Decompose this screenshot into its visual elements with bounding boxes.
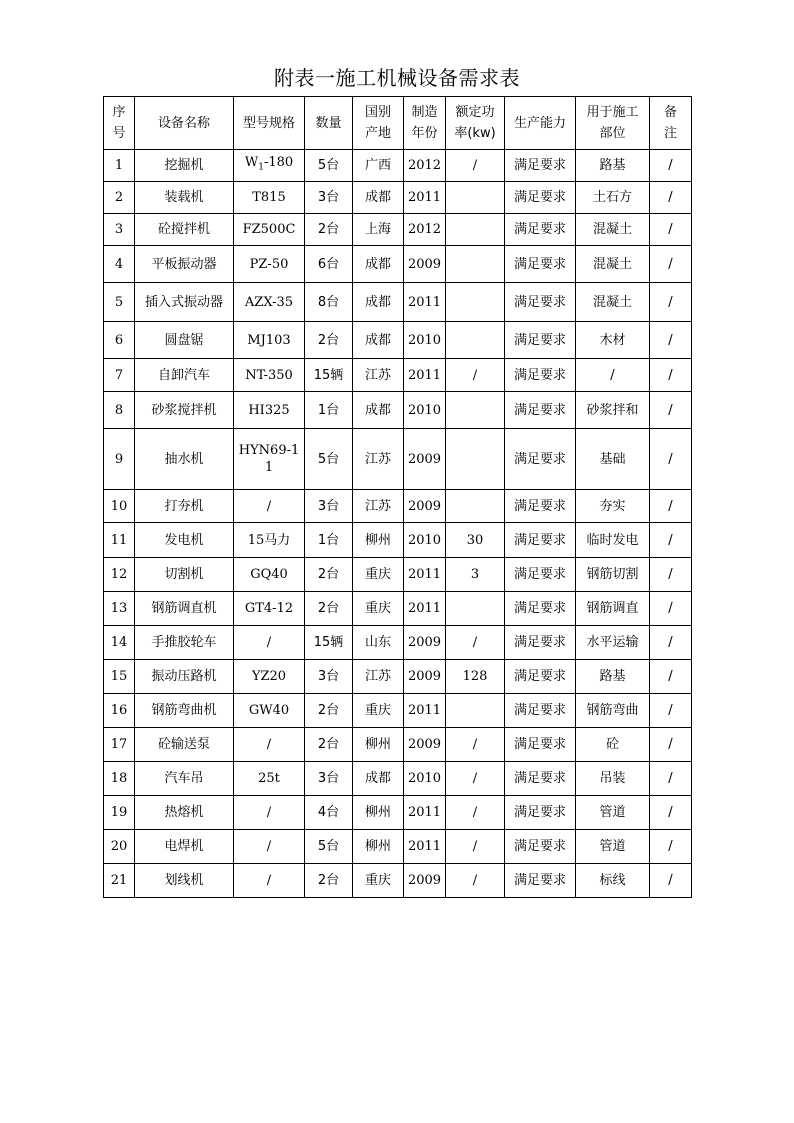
document-title: 附表一施工机械设备需求表: [274, 66, 520, 90]
table-header-row: [104, 97, 692, 150]
cell-capacity: 满足要求: [505, 762, 576, 796]
cell-remarks: /: [650, 392, 692, 429]
table-row: [104, 392, 692, 429]
cell-remarks: /: [650, 728, 692, 762]
cell-power: /: [446, 359, 505, 392]
cell-remarks: /: [650, 214, 692, 246]
cell-usage: 钢筋弯曲: [576, 694, 650, 728]
cell-equipment-name: 挖掘机: [135, 150, 234, 182]
cell-index: 20: [104, 830, 135, 864]
cell-quantity: 8台: [305, 283, 353, 322]
cell-model: MJ103: [234, 322, 305, 359]
cell-model: /: [234, 626, 305, 660]
table-row: [104, 762, 692, 796]
cell-quantity: 2台: [305, 592, 353, 626]
cell-model: T815: [234, 182, 305, 214]
cell-year: 2010: [404, 762, 446, 796]
cell-origin: 成都: [353, 246, 404, 283]
header-capacity: 生产能力: [505, 97, 576, 150]
cell-remarks: /: [650, 558, 692, 592]
cell-year: 2009: [404, 728, 446, 762]
cell-model: HI325: [234, 392, 305, 429]
cell-year: 2010: [404, 523, 446, 558]
cell-remarks: /: [650, 592, 692, 626]
cell-power: /: [446, 830, 505, 864]
cell-remarks: /: [650, 246, 692, 283]
cell-equipment-name: 砼搅拌机: [135, 214, 234, 246]
cell-quantity: 6台: [305, 246, 353, 283]
cell-capacity: 满足要求: [505, 359, 576, 392]
cell-index: 3: [104, 214, 135, 246]
cell-usage: 管道: [576, 830, 650, 864]
cell-usage: 混凝土: [576, 246, 650, 283]
cell-remarks: /: [650, 762, 692, 796]
cell-remarks: /: [650, 796, 692, 830]
cell-capacity: 满足要求: [505, 429, 576, 490]
cell-model: $W_1-180$: [234, 150, 305, 182]
cell-remarks: /: [650, 490, 692, 523]
cell-usage: 土石方: [576, 182, 650, 214]
cell-remarks: /: [650, 322, 692, 359]
cell-origin: 柳州: [353, 796, 404, 830]
cell-quantity: 3台: [305, 490, 353, 523]
cell-usage: 临时发电: [576, 523, 650, 558]
cell-model: /: [234, 830, 305, 864]
cell-quantity: 3台: [305, 660, 353, 694]
cell-year: 2009: [404, 429, 446, 490]
cell-capacity: 满足要求: [505, 796, 576, 830]
cell-index: 1: [104, 150, 135, 182]
cell-origin: 江苏: [353, 429, 404, 490]
header-quantity: 数量: [305, 97, 353, 150]
cell-origin: 重庆: [353, 558, 404, 592]
header-usage: 用于施工 部位: [576, 97, 650, 150]
cell-equipment-name: 砼输送泵: [135, 728, 234, 762]
table-row: [104, 830, 692, 864]
cell-quantity: 2台: [305, 558, 353, 592]
header-origin: 国别 产地: [353, 97, 404, 150]
cell-year: 2011: [404, 283, 446, 322]
cell-origin: 重庆: [353, 694, 404, 728]
cell-equipment-name: 平板振动器: [135, 246, 234, 283]
cell-capacity: 满足要求: [505, 523, 576, 558]
cell-power: 3: [446, 558, 505, 592]
cell-power: /: [446, 150, 505, 182]
cell-model: /: [234, 490, 305, 523]
cell-capacity: 满足要求: [505, 182, 576, 214]
cell-quantity: 4台: [305, 796, 353, 830]
cell-usage: 砼: [576, 728, 650, 762]
table-row: [104, 322, 692, 359]
cell-quantity: 2台: [305, 214, 353, 246]
cell-origin: 成都: [353, 762, 404, 796]
cell-remarks: /: [650, 864, 692, 898]
cell-origin: 成都: [353, 392, 404, 429]
cell-remarks: /: [650, 283, 692, 322]
cell-capacity: 满足要求: [505, 694, 576, 728]
cell-power: /: [446, 864, 505, 898]
cell-power: [446, 322, 505, 359]
cell-year: 2011: [404, 182, 446, 214]
cell-model: HYN69-1 1: [234, 429, 305, 490]
header-remarks: 备 注: [650, 97, 692, 150]
cell-capacity: 满足要求: [505, 728, 576, 762]
cell-power: [446, 694, 505, 728]
table-row: [104, 523, 692, 558]
cell-index: 14: [104, 626, 135, 660]
equipment-table: [103, 96, 692, 898]
cell-remarks: /: [650, 150, 692, 182]
cell-power: 30: [446, 523, 505, 558]
table-row: [104, 660, 692, 694]
cell-remarks: /: [650, 626, 692, 660]
cell-origin: 柳州: [353, 523, 404, 558]
cell-capacity: 满足要求: [505, 214, 576, 246]
cell-usage: 标线: [576, 864, 650, 898]
cell-index: 4: [104, 246, 135, 283]
cell-year: 2011: [404, 796, 446, 830]
cell-remarks: /: [650, 694, 692, 728]
cell-remarks: /: [650, 429, 692, 490]
cell-equipment-name: 抽水机: [135, 429, 234, 490]
cell-index: 11: [104, 523, 135, 558]
cell-year: 2012: [404, 150, 446, 182]
cell-remarks: /: [650, 359, 692, 392]
cell-index: 8: [104, 392, 135, 429]
cell-usage: 混凝土: [576, 214, 650, 246]
cell-model: /: [234, 864, 305, 898]
cell-quantity: 15辆: [305, 359, 353, 392]
cell-usage: 木材: [576, 322, 650, 359]
cell-quantity: 2台: [305, 728, 353, 762]
cell-year: 2010: [404, 322, 446, 359]
cell-year: 2009: [404, 490, 446, 523]
cell-index: 2: [104, 182, 135, 214]
cell-origin: 柳州: [353, 830, 404, 864]
cell-equipment-name: 热熔机: [135, 796, 234, 830]
cell-remarks: /: [650, 830, 692, 864]
header-power: 额定功 率(kw): [446, 97, 505, 150]
table-row: [104, 214, 692, 246]
cell-year: 2009: [404, 626, 446, 660]
table-row: [104, 246, 692, 283]
cell-quantity: 1台: [305, 392, 353, 429]
cell-index: 7: [104, 359, 135, 392]
table-row: [104, 558, 692, 592]
cell-index: 6: [104, 322, 135, 359]
cell-index: 19: [104, 796, 135, 830]
table-row: [104, 182, 692, 214]
cell-year: 2009: [404, 246, 446, 283]
table-row: [104, 150, 692, 182]
cell-origin: 成都: [353, 182, 404, 214]
cell-capacity: 满足要求: [505, 864, 576, 898]
cell-year: 2009: [404, 864, 446, 898]
cell-usage: 混凝土: [576, 283, 650, 322]
cell-equipment-name: 切割机: [135, 558, 234, 592]
cell-index: 16: [104, 694, 135, 728]
cell-model: /: [234, 728, 305, 762]
header-model: 型号规格: [234, 97, 305, 150]
cell-power: [446, 182, 505, 214]
cell-origin: 重庆: [353, 864, 404, 898]
cell-power: [446, 214, 505, 246]
cell-power: [446, 246, 505, 283]
cell-power: [446, 490, 505, 523]
cell-index: 15: [104, 660, 135, 694]
cell-quantity: 3台: [305, 762, 353, 796]
cell-origin: 山东: [353, 626, 404, 660]
table-row: [104, 429, 692, 490]
cell-quantity: 1台: [305, 523, 353, 558]
cell-model: /: [234, 796, 305, 830]
cell-origin: 重庆: [353, 592, 404, 626]
cell-equipment-name: 钢筋调直机: [135, 592, 234, 626]
cell-year: 2011: [404, 694, 446, 728]
header-index: 序 号: [104, 97, 135, 150]
cell-model: 25t: [234, 762, 305, 796]
cell-origin: 成都: [353, 283, 404, 322]
cell-usage: 路基: [576, 150, 650, 182]
cell-model: FZ500C: [234, 214, 305, 246]
cell-capacity: 满足要求: [505, 592, 576, 626]
cell-usage: 吊装: [576, 762, 650, 796]
cell-index: 13: [104, 592, 135, 626]
cell-year: 2011: [404, 830, 446, 864]
cell-power: [446, 392, 505, 429]
cell-equipment-name: 发电机: [135, 523, 234, 558]
cell-model: AZX-35: [234, 283, 305, 322]
cell-origin: 上海: [353, 214, 404, 246]
cell-usage: 夯实: [576, 490, 650, 523]
cell-year: 2011: [404, 558, 446, 592]
cell-index: 18: [104, 762, 135, 796]
cell-power: [446, 429, 505, 490]
cell-origin: 江苏: [353, 660, 404, 694]
cell-quantity: 2台: [305, 864, 353, 898]
cell-model: PZ-50: [234, 246, 305, 283]
cell-index: 12: [104, 558, 135, 592]
cell-power: /: [446, 626, 505, 660]
cell-remarks: /: [650, 660, 692, 694]
cell-quantity: 5台: [305, 429, 353, 490]
header-year: 制造 年份: [404, 97, 446, 150]
cell-quantity: 5台: [305, 150, 353, 182]
cell-index: 5: [104, 283, 135, 322]
table-row: [104, 592, 692, 626]
cell-equipment-name: 打夯机: [135, 490, 234, 523]
cell-capacity: 满足要求: [505, 283, 576, 322]
cell-equipment-name: 自卸汽车: [135, 359, 234, 392]
cell-equipment-name: 划线机: [135, 864, 234, 898]
cell-origin: 成都: [353, 322, 404, 359]
cell-equipment-name: 钢筋弯曲机: [135, 694, 234, 728]
cell-origin: 江苏: [353, 490, 404, 523]
cell-model: GW40: [234, 694, 305, 728]
table-row: [104, 283, 692, 322]
cell-equipment-name: 圆盘锯: [135, 322, 234, 359]
cell-equipment-name: 手推胶轮车: [135, 626, 234, 660]
cell-quantity: 3台: [305, 182, 353, 214]
cell-index: 10: [104, 490, 135, 523]
cell-power: 128: [446, 660, 505, 694]
cell-equipment-name: 汽车吊: [135, 762, 234, 796]
cell-quantity: 2台: [305, 322, 353, 359]
cell-remarks: /: [650, 182, 692, 214]
cell-year: 2011: [404, 592, 446, 626]
cell-capacity: 满足要求: [505, 490, 576, 523]
cell-model: 15马力: [234, 523, 305, 558]
cell-origin: 广西: [353, 150, 404, 182]
cell-equipment-name: 插入式振动器: [135, 283, 234, 322]
cell-capacity: 满足要求: [505, 830, 576, 864]
cell-quantity: 15辆: [305, 626, 353, 660]
table-row: [104, 796, 692, 830]
cell-usage: 基础: [576, 429, 650, 490]
cell-usage: 钢筋切割: [576, 558, 650, 592]
cell-usage: 钢筋调直: [576, 592, 650, 626]
cell-capacity: 满足要求: [505, 626, 576, 660]
cell-index: 21: [104, 864, 135, 898]
cell-year: 2010: [404, 392, 446, 429]
cell-equipment-name: 砂浆搅拌机: [135, 392, 234, 429]
table-row: [104, 728, 692, 762]
cell-quantity: 5台: [305, 830, 353, 864]
table-row: [104, 694, 692, 728]
cell-model: YZ20: [234, 660, 305, 694]
table-row: [104, 490, 692, 523]
cell-capacity: 满足要求: [505, 150, 576, 182]
cell-power: /: [446, 728, 505, 762]
cell-index: 17: [104, 728, 135, 762]
cell-equipment-name: 振动压路机: [135, 660, 234, 694]
cell-index: 9: [104, 429, 135, 490]
cell-capacity: 满足要求: [505, 660, 576, 694]
cell-quantity: 2台: [305, 694, 353, 728]
equipment-table-body: [104, 97, 692, 898]
cell-remarks: /: [650, 523, 692, 558]
cell-power: /: [446, 762, 505, 796]
cell-model: GT4-12: [234, 592, 305, 626]
cell-equipment-name: 装载机: [135, 182, 234, 214]
cell-capacity: 满足要求: [505, 392, 576, 429]
cell-usage: 水平运输: [576, 626, 650, 660]
cell-year: 2011: [404, 359, 446, 392]
cell-capacity: 满足要求: [505, 246, 576, 283]
table-row: [104, 864, 692, 898]
cell-power: [446, 592, 505, 626]
cell-equipment-name: 电焊机: [135, 830, 234, 864]
table-row: [104, 626, 692, 660]
cell-year: 2012: [404, 214, 446, 246]
cell-usage: 砂浆拌和: [576, 392, 650, 429]
header-equipment-name: 设备名称: [135, 97, 234, 150]
cell-origin: 柳州: [353, 728, 404, 762]
cell-origin: 江苏: [353, 359, 404, 392]
cell-capacity: 满足要求: [505, 558, 576, 592]
cell-usage: 路基: [576, 660, 650, 694]
cell-year: 2009: [404, 660, 446, 694]
cell-power: [446, 283, 505, 322]
cell-capacity: 满足要求: [505, 322, 576, 359]
cell-power: /: [446, 796, 505, 830]
cell-model: GQ40: [234, 558, 305, 592]
cell-usage: /: [576, 359, 650, 392]
table-row: [104, 359, 692, 392]
cell-usage: 管道: [576, 796, 650, 830]
cell-model: NT-350: [234, 359, 305, 392]
